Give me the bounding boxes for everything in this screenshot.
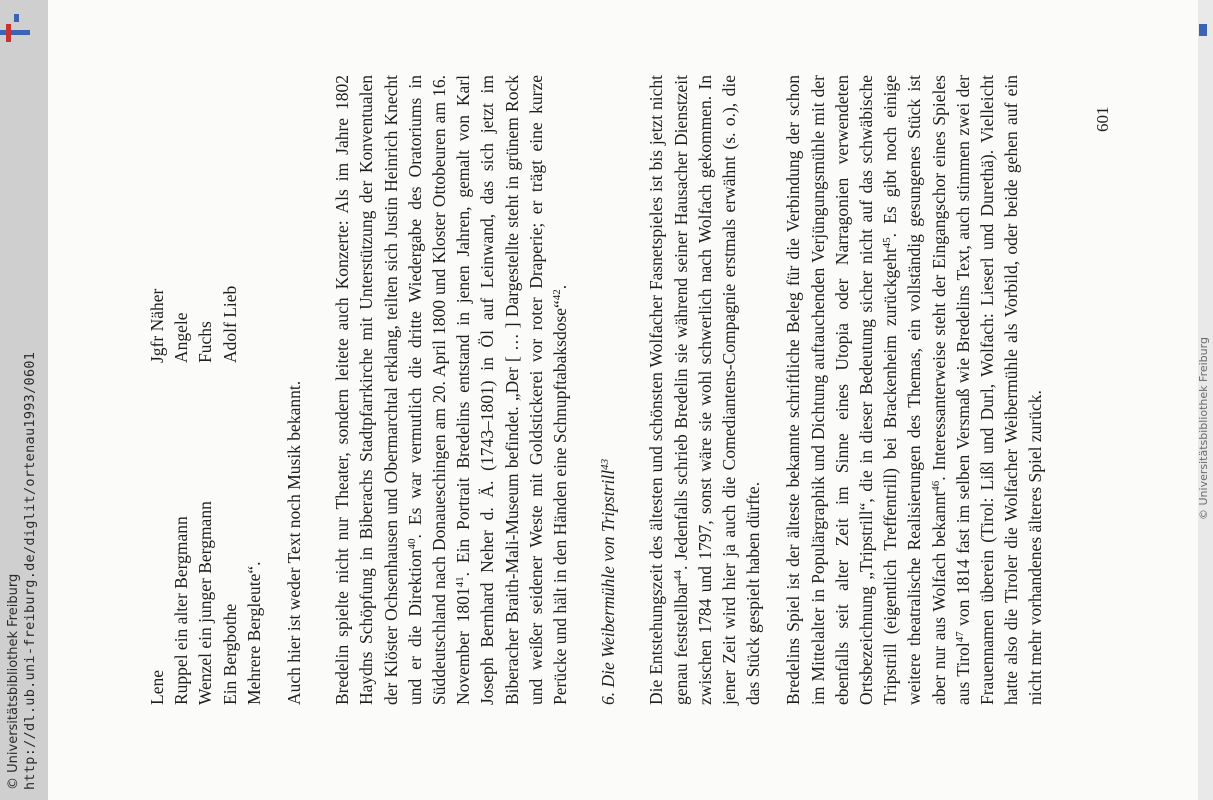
footnote-ref[interactable]: 42 <box>550 289 563 301</box>
text-run: Bredelins Spiel ist der älteste bekannte schriftliche Beleg für die Verbindung der schon im Mittelalter in Populärgraphik und Dichtung auftauchenden Verjüngungsmühle mit der ebenfalls seit alter Zeit im Sinne eines Utopia oder Narragonien verwendeten Ortsbezeichnung „Tripstrill“, die in dieser Bedeutung sicher nicht auf das schwäbische Tripstrill (eigentlich Treffentrill) bei Brackenheim zurückgeht <box>783 75 901 705</box>
paragraph-oldest-evidence <box>781 75 1047 705</box>
cast-role: Mehrere Bergleute“. <box>243 561 264 705</box>
source-url[interactable]: http://dl.ub.uni-freiburg.de/diglit/ortenau1993/0601 <box>22 351 38 790</box>
footnote-ref[interactable]: 41 <box>454 576 467 588</box>
text-run: Die Entstehungszeit des ältesten und schönsten Wolfacher Fasnetspieles ist bis jetzt nicht genau feststellbar <box>646 75 691 705</box>
cast-row <box>218 75 242 705</box>
text-run: . Es war vermutlich die dritte Wiedergabe des Oratoriums in Süddeutschland nach Donaueschingen am 20. April 1800 und Kloster Ottobeuren am 16. November 1801 <box>404 75 474 705</box>
cast-actor: Fuchs <box>195 321 216 363</box>
footnote-ref[interactable]: 46 <box>929 480 942 492</box>
page-number: 601 <box>1093 106 1112 132</box>
margin-copyright: © Universitätsbibliothek Freiburg <box>6 573 21 790</box>
footnote-ref[interactable]: 43 <box>599 458 612 470</box>
cast-actor: Jgfr Näher <box>147 288 167 363</box>
cast-role: Ein Bergbothe <box>219 603 240 705</box>
cast-row <box>145 75 169 705</box>
cast-role: Ruppel ein alter Bergmann <box>171 516 192 705</box>
section-number: 6. <box>598 691 619 705</box>
cast-row <box>169 75 193 705</box>
cast-row <box>242 75 266 705</box>
page-body <box>145 75 1046 705</box>
text-run: . Jedenfalls schrieb Bredelin sie während seiner Hausacher Dienstzeit zwischen 1784 und 1797, sonst wäre sie wohl schwerlich nach Wolfach gekommen. In jener Zeit wird hier ja auch die Comediantens-Compagnie erstmals erwähnt (s. o.), die das Stück gespielt haben dürfte. <box>670 75 764 705</box>
cast-actor: Adolf Lieb <box>219 285 240 363</box>
section-heading <box>596 75 620 705</box>
footnote-ref[interactable]: 47 <box>953 631 966 643</box>
footnote-ref[interactable]: 45 <box>881 237 894 249</box>
paragraph-origin <box>644 75 765 705</box>
text-run: . Es gibt noch einige weitere theatralische Realisierungen des Themas, ein vollständig gesungenes Stück ist aber nur aus Wolfach bekannt <box>880 75 949 705</box>
cast-actor: Angele <box>171 312 192 363</box>
footnote-ref[interactable]: 44 <box>671 569 684 581</box>
text-run: . Ein Portrait Bredelins entstand in jenen Jahren, gemalt von Karl Joseph Bernhard Neher d. Ä. (1743–1801) in Öl auf Leinwand, das sich jetzt im Biberacher Braith-Mali-Museum befindet. „Der [ … ] Dargestellte steht in grünem Rock und weißer seidener Weste mit Goldstickerei vor roter Draperie; er trägt eine kurze Perücke und hält in den Händen eine Schnupftabaksdose“ <box>453 75 570 705</box>
paragraph-bredelin-concerts <box>330 75 572 705</box>
right-watermark: © Universitätsbibliothek Freiburg <box>1197 337 1210 520</box>
footnote-ref[interactable]: 40 <box>405 538 418 550</box>
text-run: . Interessanterweise steht der Eingangschor eines Spieles aus Tirol <box>928 75 973 705</box>
cast-row <box>193 75 217 705</box>
cast-list <box>145 75 266 705</box>
text-run: . <box>549 284 570 290</box>
text-run: von 1814 fast im selben Versmaß wie Bredelins Text, auch stimmen zwei der Frauennamen überein (Tirol: Lißl und Durl, Wolfach: Lieserl und Durethä). Vielleicht hatte also die Tiroler die Wolfacher Weibermühle als Vorbild, oder beide gehen auf ein nicht mehr vorhandenes älteres Spiel zurück. <box>952 75 1046 705</box>
cast-role: Lene <box>147 670 167 705</box>
intro-sentence: Auch hier ist weder Text noch Musik bekannt. <box>283 380 304 705</box>
text-run: Bredelin spielte nicht nur Theater, sondern leitete auch Konzerte: Als im Jahre 1802 Haydns Schöpfung in Biberachs Stadtpfarrkirche mit Unterstützung der Konventualen der Klöster Ochsenhausen und Obermarchtal erklang, teilten sich Justin Heinrich Knecht und er die Direktion <box>332 75 425 705</box>
cast-role: Wenzel ein junger Bergmann <box>195 501 216 705</box>
section-title: Die Weibermühle von Tripstrill <box>598 469 619 688</box>
